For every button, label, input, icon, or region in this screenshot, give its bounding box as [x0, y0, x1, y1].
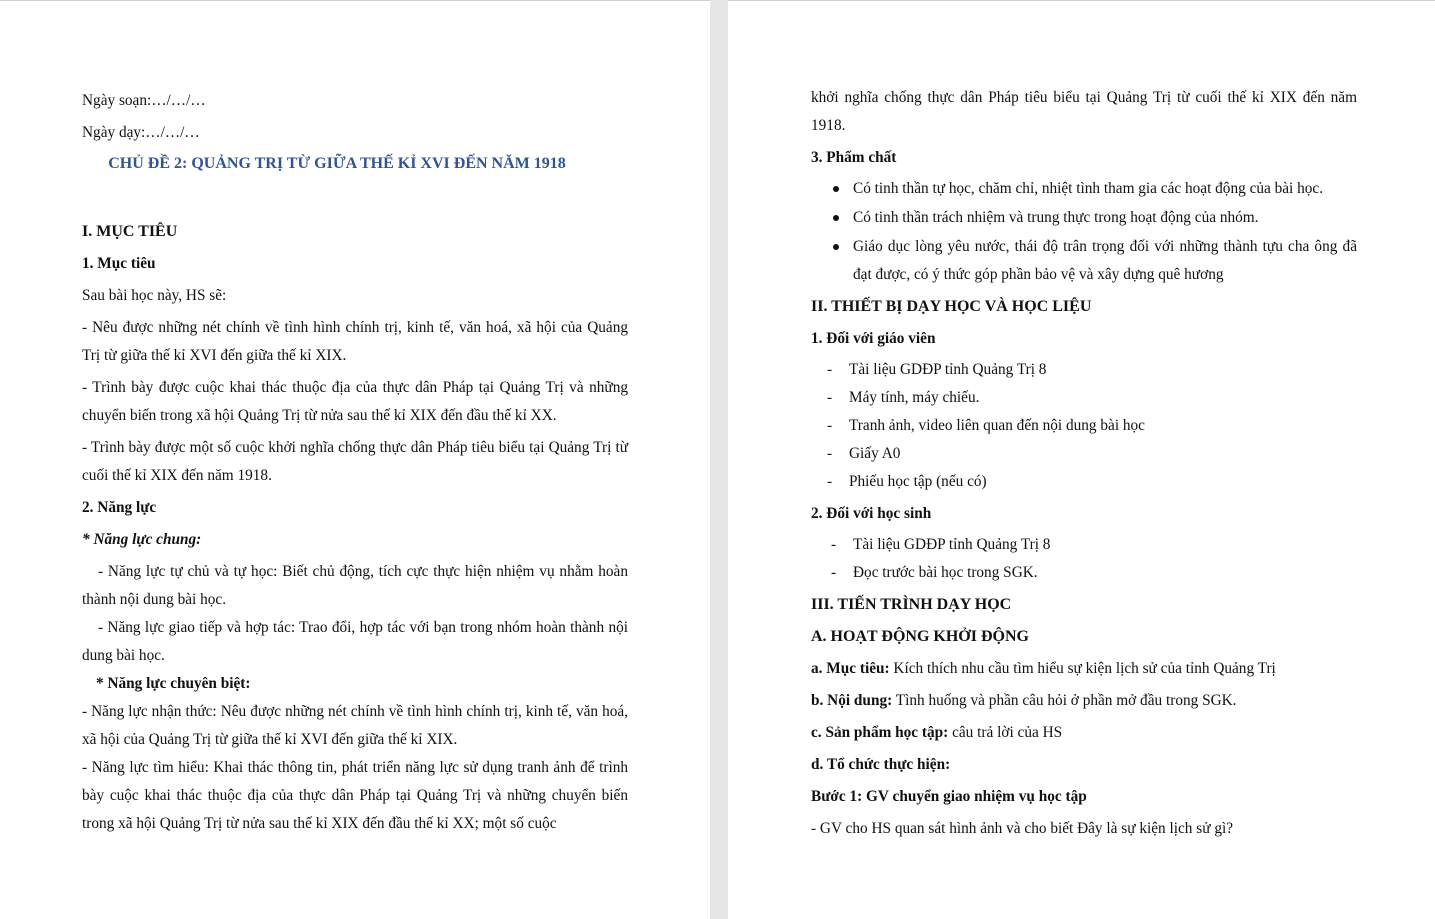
student-items-list	[811, 531, 1357, 587]
step-1-text: - GV cho HS quan sát hình ảnh và cho biết Đây là sự kiện lịch sử gì?	[811, 820, 1234, 837]
subheading-competencies: 2. Năng lực	[82, 499, 157, 516]
document-title: CHỦ ĐỀ 2: QUẢNG TRỊ TỪ GIỮA THẾ KỈ XVI ĐẾN NĂM 1918	[108, 155, 566, 172]
qualities-list	[811, 175, 1357, 289]
date-prepare: Ngày soạn:…/…/…	[82, 92, 206, 109]
general-competency-heading: * Năng lực chung:	[82, 531, 202, 548]
quality-item: Có tinh thần trách nhiệm và trung thực trong hoạt động của nhóm.	[811, 204, 1357, 232]
quality-item: Giáo dục lòng yêu nước, thái độ trân trọng đối với những thành tựu cha ông đã đạt được, có ý thức góp phần bảo vệ và xây dựng quê hương	[811, 233, 1357, 289]
goal-item-3: - Trình bày được một số cuộc khởi nghĩa chống thực dân Pháp tiêu biểu tại Quảng Trị từ cuối thế kỉ XIX đến năm 1918.	[82, 439, 628, 484]
section-heading-objectives: I. MỤC TIÊU	[82, 223, 178, 240]
subheading-teacher: 1. Đối với giáo viên	[811, 330, 936, 347]
teacher-item: - Giấy A0	[811, 440, 1357, 468]
specific-competency-heading: * Năng lực chuyên biệt:	[96, 675, 251, 692]
document-page-right	[728, 0, 1435, 919]
content-text: Tình huống và phần câu hỏi ở phần mở đầu trong SGK.	[892, 692, 1237, 709]
specific-competency-2: - Năng lực tìm hiểu: Khai thác thông tin, phát triển năng lực sử dụng tranh ảnh để trình bày cuộc khai thác thuộc địa của thực dân Pháp tại Quảng Trị và những chuyển biến trong xã hội Quảng Trị từ nửa sau thế kỉ XIX đến đầu thế kỉ XX; một số cuộc	[82, 759, 628, 832]
section-heading-equipment: II. THIẾT BỊ DẠY HỌC VÀ HỌC LIỆU	[811, 298, 1092, 315]
intro-text: Sau bài học này, HS sẽ:	[82, 287, 227, 304]
general-competency-2: - Năng lực giao tiếp và hợp tác: Trao đổi, hợp tác với bạn trong nhóm hoàn thành nội dung bài học.	[82, 619, 628, 664]
subheading-objectives: 1. Mục tiêu	[82, 255, 156, 272]
student-item: - Tài liệu GDĐP tỉnh Quảng Trị 8	[811, 531, 1357, 559]
left-page-content	[82, 87, 628, 838]
objective-text: Kích thích nhu cầu tìm hiểu sự kiện lịch sử của tỉnh Quảng Trị	[889, 660, 1276, 677]
teacher-items-list	[811, 356, 1357, 496]
quality-item: Có tinh thần tự học, chăm chỉ, nhiệt tình tham gia các hoạt động của bài học.	[811, 175, 1357, 203]
warmup-objective	[811, 655, 1357, 683]
organization-label: d. Tổ chức thực hiện:	[811, 756, 951, 773]
subheading-qualities: 3. Phẩm chất	[811, 149, 897, 166]
product-text: câu trả lời của HS	[948, 724, 1063, 741]
page-gap	[710, 0, 728, 918]
document-page-left	[0, 0, 710, 919]
teacher-item: - Phiếu học tập (nếu có)	[811, 468, 1357, 496]
content-label: b. Nội dung:	[811, 692, 893, 709]
teacher-item: - Tranh ảnh, video liên quan đến nội dung bài học	[811, 412, 1357, 440]
goal-item-2: - Trình bày được cuộc khai thác thuộc địa của thực dân Pháp tại Quảng Trị và những chuyển biến trong xã hội Quảng Trị từ nửa sau thế kỉ XIX đến đầu thế kỉ XX.	[82, 379, 628, 424]
general-competency-1: - Năng lực tự chủ và tự học: Biết chủ động, tích cực thực hiện nhiệm vụ nhằm hoàn thành nội dung bài học.	[82, 563, 628, 608]
teacher-item: - Máy tính, máy chiếu.	[811, 384, 1357, 412]
goal-item-1: - Nêu được những nét chính về tình hình chính trị, kinh tế, văn hoá, xã hội của Quảng Trị từ giữa thế kỉ XVI đến giữa thế kỉ XIX.	[82, 319, 628, 364]
specific-competency-1: - Năng lực nhận thức: Nêu được những nét chính về tình hình chính trị, kinh tế, văn hoá, xã hội của Quảng Trị từ giữa thế kỉ XVI đến giữa thế kỉ XIX.	[82, 703, 628, 748]
section-heading-process: III. TIẾN TRÌNH DẠY HỌC	[811, 596, 1012, 613]
teacher-item: - Tài liệu GDĐP tỉnh Quảng Trị 8	[811, 356, 1357, 384]
product-label: c. Sản phẩm học tập:	[811, 724, 949, 741]
student-item: - Đọc trước bài học trong SGK.	[811, 559, 1357, 587]
subheading-student: 2. Đối với học sinh	[811, 505, 932, 522]
right-page-content	[811, 84, 1357, 843]
step-1-heading: Bước 1: GV chuyển giao nhiệm vụ học tập	[811, 788, 1087, 805]
continuation-text: khởi nghĩa chống thực dân Pháp tiêu biểu tại Quảng Trị từ cuối thế kỉ XIX đến năm 1918.	[811, 89, 1357, 134]
activity-heading-warmup: A. HOẠT ĐỘNG KHỞI ĐỘNG	[811, 628, 1029, 645]
objective-label: a. Mục tiêu:	[811, 660, 890, 677]
warmup-product	[811, 719, 1357, 747]
warmup-content	[811, 687, 1357, 715]
date-teach: Ngày dạy:…/…/…	[82, 124, 200, 141]
